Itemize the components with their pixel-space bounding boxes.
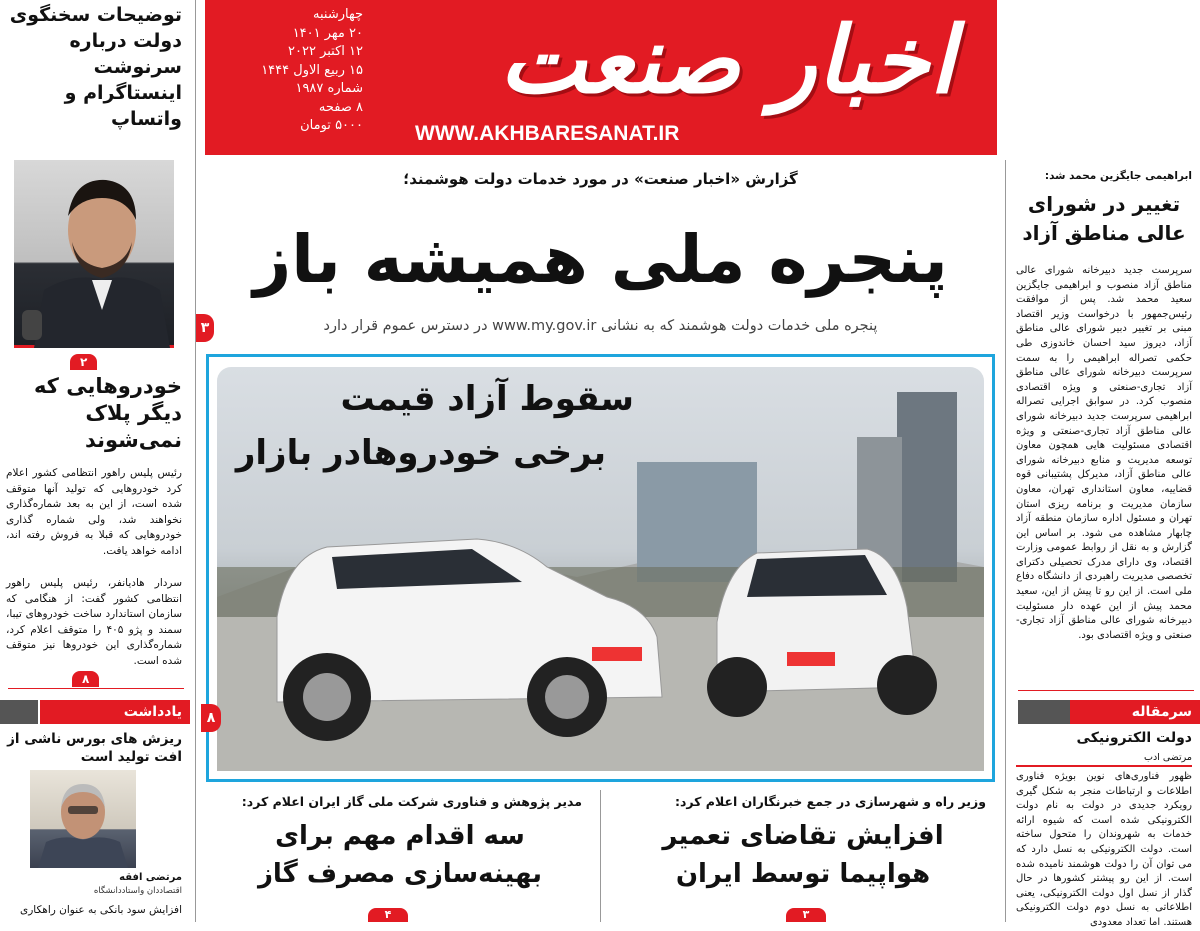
cars-illustration-icon <box>217 367 984 771</box>
masthead <box>205 0 997 155</box>
right-column <box>1010 0 1200 928</box>
story-aircraft-repair[interactable] <box>608 794 998 893</box>
page-ref-badge: ۳ <box>786 908 826 922</box>
section-tab-arrow-icon <box>0 700 38 724</box>
editorial-author: مرتضی ادب <box>1144 752 1192 763</box>
page-ref-badge: ۸ <box>72 671 99 687</box>
author-photo <box>30 770 136 868</box>
issue-pages: ۸ صفحه <box>318 99 363 115</box>
main-headline[interactable]: پنجره ملی همیشه باز <box>253 221 948 298</box>
page-ref-badge: ۳ <box>196 314 214 342</box>
author-portrait-icon <box>30 770 136 868</box>
right-headline[interactable]: تغییر در شورای عالی مناطق آزاد <box>1022 192 1186 245</box>
divider <box>1018 690 1194 691</box>
right-kicker: ابراهیمی جایگزین محمد شد: <box>1044 170 1192 182</box>
issue-date-hijri: ۱۵ ربیع الاول ۱۴۴۴ <box>261 62 363 78</box>
left-mid-body-2: سردار هادیانفر، رئیس پلیس راهور انتظامی کشور گفت: از هنگامی که سازمان استاندارد ساخت خودروهای تیبا، سمند و پژو ۴۰۵ را متوقف اعلام کرد، شماره‌گذاری این خودروها نیز متوقف شده است. <box>6 577 182 667</box>
car-photo <box>217 367 984 771</box>
main-subtext: پنجره ملی خدمات دولت هوشمند که به نشانی www.my.gov.ir در دسترس عموم قرار دارد <box>323 318 878 334</box>
note-headline: ریزش های بورس ناشی از افت تولید است <box>7 731 182 765</box>
issue-number: شماره ۱۹۸۷ <box>295 81 363 96</box>
main-kicker: گزارش «اخبار صنعت» در مورد خدمات دولت هوشمند؛ <box>403 170 798 188</box>
page-ref-badge: ۴ <box>368 908 408 922</box>
editorial-body: ظهور فناوری‌های نوین بویژه فناوری اطلاعات و ارتباطات منجر به شکل گیری رویکرد جدیدی در دولت به نام دولت الکترونیکی شده است که شیوه ارائه خدمات به شهروندان را متحول ساخته است. دولت الکترونیکی به نسل دارد که می توان آن را دولت هوشمند نامیده شده است. از این رو پیشتر کشورها در حال گذار از نسل اول دولت الکترونیکی، یعنی اطلاعاتی به نسل دوم دولت الکترونیکی هستند. اما تعداد معدودی <box>1016 771 1192 928</box>
person-portrait-icon <box>14 160 174 348</box>
left-mid-headline: خودروهایی که دیگر پلاک نمی‌شوند <box>33 374 182 452</box>
site-url[interactable]: WWW.AKHBARESANAT.IR <box>415 122 680 145</box>
newspaper-logo: اخبار صنعت <box>499 7 955 114</box>
issue-weekday: چهارشنبه <box>313 7 363 22</box>
photo-headline-line-2: برخی خودروهادر بازار <box>235 433 606 473</box>
author-name: مرتضی افقه <box>119 872 182 883</box>
divider <box>195 0 196 922</box>
story-gas-consumption[interactable] <box>206 794 594 893</box>
issue-info <box>213 6 363 136</box>
left-top-headline: توضیحات سخنگوی دولت درباره سرنوشت اینستاگرام و واتساپ <box>9 4 182 130</box>
editorial-headline[interactable]: دولت الکترونیکی <box>1076 730 1192 746</box>
divider <box>600 790 601 922</box>
right-body: سرپرست جدید دبیرخانه شورای عالی مناطق آزاد منصوب و ابراهیمی جایگزین سعید محمد شد. پس از موافقت رئیس‌جمهور با درخواست وزیر اقتصاد مبنی بر تغییر دبیر شورای عالی مناطق آزاد، دیروز سید احسان خاندوزی طی حکمی تصراله ابراهیمی را به سمت سرپرست دبیرخانه شورای عالی مناطق آزاد تجاری-صنعتی و ویژه اقتصادی منصوب کرد. در سوابق اجرایی تصراله ابراهیمی سرپرست جدید دبیرخانه شورای عالی مناطق آزاد تجاری-صنعتی و ویژه اقتصادی مسئولیت هایی همچون معاون توسعه مدیریت و منابع دبیرخانه شورای عالی مناطق آزاد، مدیرکل پشتیبانی قوه قضاییه، معاون استانداری تهران، معاون سازمان مدیریت و برنامه ریزی استان تهران و مسئول اداره سازمان منطقه آزاد چابهار مشاهده می شود. بر اساس این گزارش و به نقل از روابط عمومی وزارت اقتصاد، وی دارای مدرک تحصیلی دکترای تخصصی مدیریت راهبردی از دانشگاه دفاع ملی است. از این رو تا پیش از این، سعید محمد پیش از این عهده دار مسئولیت دبیرخانه شورای عالی مناطق آزاد تجاری-صنعتی و ویژه اقتصادی بود. <box>1016 265 1192 641</box>
spokesman-photo <box>14 160 174 348</box>
story-a-kicker: وزیر راه و شهرسازی در جمع خبرنگاران اعلام کرد: <box>674 794 986 809</box>
section-tab-arrow-icon <box>1018 700 1070 724</box>
lead-photo-frame[interactable] <box>206 354 995 782</box>
photo-headline-line-1: سقوط آزاد قیمت <box>340 379 634 419</box>
note-story[interactable] <box>6 730 182 766</box>
divider <box>8 688 184 689</box>
story-a-headline: افزایش تقاضای تعمیر هواپیما توسط ایران <box>662 821 944 889</box>
page-ref-badge: ۲ <box>70 354 97 370</box>
author-title: اقتصاددان واستاددانشگاه <box>93 886 182 896</box>
left-mid-body-1: رئیس پلیس راهور انتظامی کشور اعلام کرد خودروهایی که تولید آنها متوقف شده است، از این به بعد شماره‌گذاری نخواهند شد، ولی شماره گذاری خودروهایی که قبلا به فروش رفته اند، ادامه خواهد یافت. <box>6 467 182 557</box>
divider <box>1005 160 1006 922</box>
left-top-story[interactable] <box>6 2 182 132</box>
section-tab-note: یادداشت <box>40 700 190 724</box>
story-b-headline: سه اقدام مهم برای بهینه‌سازی مصرف گاز <box>257 821 543 889</box>
note-body: افزایش سود بانکی به عنوان راهکاری <box>20 904 182 916</box>
story-b-kicker: مدیر پژوهش و فناوری شرکت ملی گاز ایران اعلام کرد: <box>241 794 582 809</box>
section-tab-editorial: سرمقاله <box>1070 700 1200 724</box>
issue-price: ۵۰۰۰ تومان <box>300 118 363 133</box>
issue-date-gregorian: ۱۲ اکتبر ۲۰۲۲ <box>288 44 363 59</box>
page-ref-badge: ۸ <box>201 704 221 732</box>
left-mid-story[interactable] <box>6 373 182 454</box>
left-column <box>0 0 190 922</box>
issue-date-persian: ۲۰ مهر ۱۴۰۱ <box>292 25 363 41</box>
